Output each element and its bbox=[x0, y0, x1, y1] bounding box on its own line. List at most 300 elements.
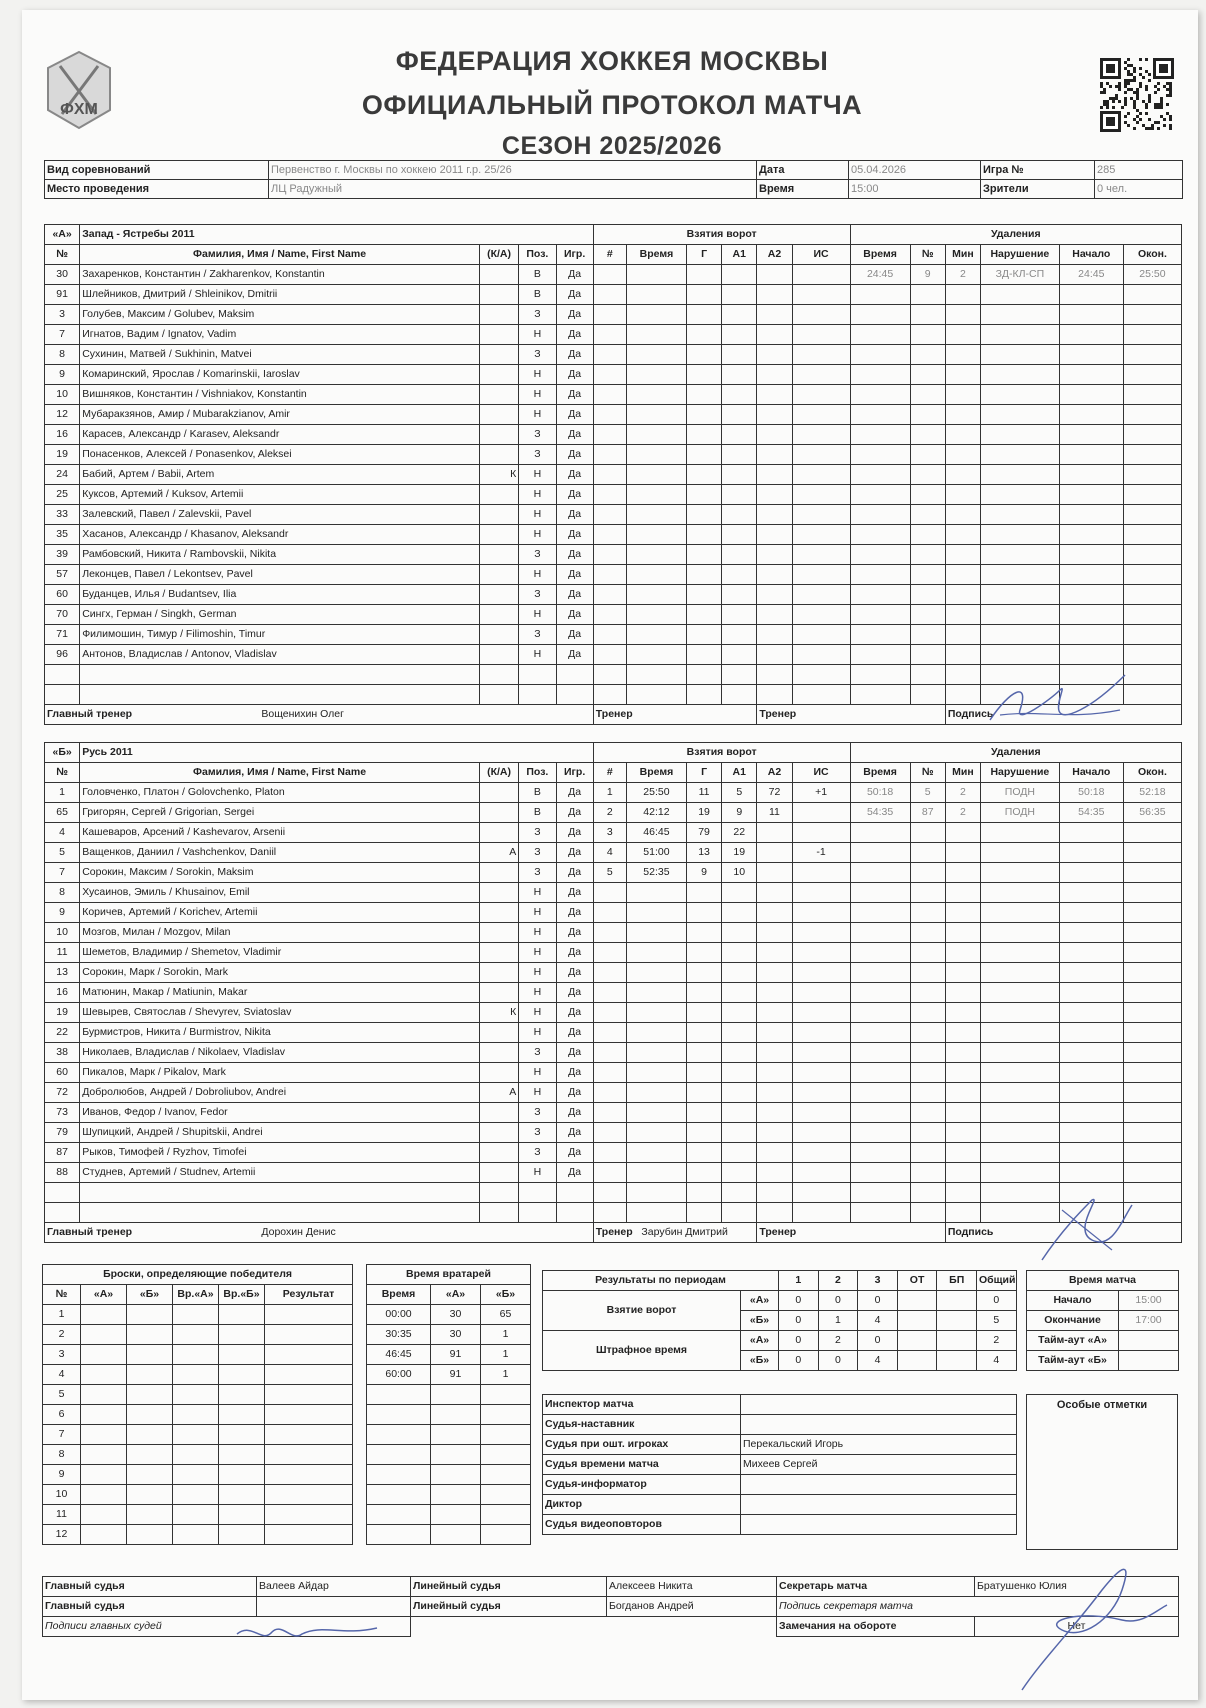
col-header-p_start: Начало bbox=[1059, 245, 1123, 265]
player-number bbox=[45, 665, 80, 685]
player-name: Понасенков, Алексей / Ponasenkov, Aleksei bbox=[80, 445, 480, 465]
periods-title: Результаты по периодам bbox=[543, 1271, 779, 1291]
player-role bbox=[479, 385, 518, 405]
period-value bbox=[937, 1331, 977, 1351]
player-row bbox=[45, 565, 1182, 585]
player-row bbox=[45, 1183, 1182, 1203]
goal-cell-g: 9 bbox=[686, 863, 721, 883]
goal-cell-a1: 9 bbox=[722, 803, 757, 823]
venue-label: Место проведения bbox=[45, 180, 269, 199]
col-header-g_time: Время bbox=[626, 245, 686, 265]
player-role bbox=[479, 305, 518, 325]
official-role: Инспектор матча bbox=[543, 1395, 741, 1415]
official-name: Перекальский Игорь bbox=[741, 1435, 1017, 1455]
col-header-p_viol: Нарушение bbox=[981, 245, 1060, 265]
signature-label: Подпись bbox=[945, 1223, 1181, 1243]
period-value bbox=[937, 1351, 977, 1371]
player-number bbox=[45, 685, 80, 705]
player-role bbox=[479, 903, 518, 923]
player-row bbox=[45, 783, 1182, 803]
shootout-row-number: 8 bbox=[43, 1445, 81, 1465]
shootout-row-number: 5 bbox=[43, 1385, 81, 1405]
shootout-row bbox=[43, 1345, 353, 1365]
player-position: Н bbox=[519, 1003, 556, 1023]
penalty-cell-start: 50:18 bbox=[1059, 783, 1123, 803]
period-value: 2 bbox=[818, 1331, 858, 1351]
player-name: Ващенков, Даниил / Vashchenkov, Daniil bbox=[80, 843, 480, 863]
penalty-cell-viol: ПОДН bbox=[981, 783, 1060, 803]
game-number-value: 285 bbox=[1095, 161, 1183, 180]
player-role bbox=[479, 545, 518, 565]
player-role bbox=[479, 265, 518, 285]
player-played: Да bbox=[556, 803, 593, 823]
player-played: Да bbox=[556, 863, 593, 883]
player-row bbox=[45, 1203, 1182, 1223]
player-position bbox=[519, 685, 556, 705]
penalty-cell-end: 56:35 bbox=[1123, 803, 1181, 823]
player-role bbox=[479, 943, 518, 963]
player-role bbox=[479, 983, 518, 1003]
period-team: «Б» bbox=[741, 1351, 779, 1371]
player-name: Мозгов, Милан / Mozgov, Milan bbox=[80, 923, 480, 943]
player-played: Да bbox=[556, 645, 593, 665]
player-number: 57 bbox=[45, 565, 80, 585]
penalty-cell-end: 52:18 bbox=[1123, 783, 1181, 803]
player-position: З bbox=[519, 545, 556, 565]
player-played: Да bbox=[556, 943, 593, 963]
player-name: Рыков, Тимофей / Ryzhov, Timofei bbox=[80, 1143, 480, 1163]
col-header-g_is: ИС bbox=[792, 245, 850, 265]
goalie-time: 00:00 bbox=[367, 1305, 431, 1325]
coach-2: Тренер bbox=[757, 1223, 945, 1243]
penalties-section-title: Удаления bbox=[850, 743, 1181, 763]
goalie-time: 46:45 bbox=[367, 1345, 431, 1365]
shootout-row-number: 7 bbox=[43, 1425, 81, 1445]
player-played: Да bbox=[556, 385, 593, 405]
shootout-row-number: 3 bbox=[43, 1345, 81, 1365]
team-tag: «Б» bbox=[45, 743, 80, 763]
player-name: Кашеваров, Арсений / Kashevarov, Arsenii bbox=[80, 823, 480, 843]
goal-cell-a2 bbox=[757, 823, 792, 843]
col-header-pos: Поз. bbox=[519, 763, 556, 783]
player-position: Н bbox=[519, 605, 556, 625]
player-position: Н bbox=[519, 385, 556, 405]
player-row bbox=[45, 265, 1182, 285]
shootout-col-header: № bbox=[43, 1285, 81, 1305]
player-role bbox=[479, 1123, 518, 1143]
period-value bbox=[897, 1311, 937, 1331]
player-row bbox=[45, 685, 1182, 705]
player-number: 30 bbox=[45, 265, 80, 285]
goal-cell-g: 19 bbox=[686, 803, 721, 823]
goal-cell-is bbox=[792, 863, 850, 883]
player-role bbox=[479, 883, 518, 903]
player-role bbox=[479, 285, 518, 305]
period-team: «Б» bbox=[741, 1311, 779, 1331]
player-row bbox=[45, 883, 1182, 903]
player-played: Да bbox=[556, 525, 593, 545]
official-row bbox=[543, 1435, 1017, 1455]
official-name: Михеев Сергей bbox=[741, 1455, 1017, 1475]
player-role bbox=[479, 585, 518, 605]
period-col-header: ОТ bbox=[897, 1271, 937, 1291]
player-position bbox=[519, 1203, 556, 1223]
player-name: Голубев, Максим / Golubev, Maksim bbox=[80, 305, 480, 325]
goal-cell-is bbox=[792, 823, 850, 843]
special-notes-box bbox=[1026, 1394, 1178, 1550]
goal-cell-time: 51:00 bbox=[626, 843, 686, 863]
shootout-col-header: Вр.«А» bbox=[173, 1285, 219, 1305]
player-row bbox=[45, 665, 1182, 685]
player-role bbox=[479, 645, 518, 665]
col-header-ka: (К/А) bbox=[479, 245, 518, 265]
player-played: Да bbox=[556, 783, 593, 803]
player-name: Куксов, Артемий / Kuksov, Artemii bbox=[80, 485, 480, 505]
player-number: 3 bbox=[45, 305, 80, 325]
penalty-cell-min: 2 bbox=[945, 265, 980, 285]
player-row bbox=[45, 1123, 1182, 1143]
player-number: 8 bbox=[45, 883, 80, 903]
goal-cell-a1: 22 bbox=[722, 823, 757, 843]
player-name bbox=[80, 1183, 480, 1203]
col-header-p_time: Время bbox=[850, 763, 910, 783]
period-value bbox=[897, 1351, 937, 1371]
player-position: Н bbox=[519, 505, 556, 525]
goalie-b: 1 bbox=[481, 1365, 531, 1385]
player-position: Н bbox=[519, 923, 556, 943]
col-header-p_start: Начало bbox=[1059, 763, 1123, 783]
penalty-cell-num: 5 bbox=[910, 783, 945, 803]
match-start-value: 15:00 bbox=[1119, 1291, 1179, 1311]
player-name: Шевырев, Святослав / Shevyrev, Sviatoslav bbox=[80, 1003, 480, 1023]
date-label: Дата bbox=[757, 161, 849, 180]
shootout-row bbox=[43, 1305, 353, 1325]
player-number: 60 bbox=[45, 585, 80, 605]
player-position: Н bbox=[519, 943, 556, 963]
player-played: Да bbox=[556, 1163, 593, 1183]
official-name bbox=[741, 1495, 1017, 1515]
player-position bbox=[519, 1183, 556, 1203]
penalty-cell-start: 54:35 bbox=[1059, 803, 1123, 823]
player-played: Да bbox=[556, 425, 593, 445]
col-header-pos: Поз. bbox=[519, 245, 556, 265]
official-name bbox=[741, 1415, 1017, 1435]
player-role bbox=[479, 1063, 518, 1083]
col-header-ka: (К/А) bbox=[479, 763, 518, 783]
match-time-table bbox=[1026, 1270, 1179, 1371]
player-number: 72 bbox=[45, 1083, 80, 1103]
head-coach-label: Главный тренер bbox=[45, 705, 480, 725]
col-header-g_g: Г bbox=[686, 763, 721, 783]
player-row bbox=[45, 385, 1182, 405]
player-name: Шеметов, Владимир / Shemetov, Vladimir bbox=[80, 943, 480, 963]
shootout-col-header: Вр.«Б» bbox=[219, 1285, 265, 1305]
player-played: Да bbox=[556, 1143, 593, 1163]
shootout-col-header: Результат bbox=[265, 1285, 353, 1305]
team-name: Русь 2011 bbox=[80, 743, 594, 763]
col-header-g_hash: # bbox=[593, 245, 626, 265]
goalie-row bbox=[367, 1325, 531, 1345]
goal-cell-time: 52:35 bbox=[626, 863, 686, 883]
player-row bbox=[45, 445, 1182, 465]
signature-label: Подпись bbox=[945, 705, 1181, 725]
goalie-a: 91 bbox=[431, 1365, 481, 1385]
goals-section-title: Взятия ворот bbox=[593, 225, 850, 245]
player-position: Н bbox=[519, 1023, 556, 1043]
shootout-row bbox=[43, 1525, 353, 1545]
goals-section-title: Взятия ворот bbox=[593, 743, 850, 763]
player-position: Н bbox=[519, 883, 556, 903]
goal-cell-time: 46:45 bbox=[626, 823, 686, 843]
team-a-table bbox=[44, 224, 1182, 725]
qr-code bbox=[1098, 56, 1176, 134]
player-played: Да bbox=[556, 485, 593, 505]
goal-cell-is bbox=[792, 803, 850, 823]
player-number: 5 bbox=[45, 843, 80, 863]
player-played: Да bbox=[556, 983, 593, 1003]
penalty-cell-time: 24:45 bbox=[850, 265, 910, 285]
player-role bbox=[479, 685, 518, 705]
player-role bbox=[479, 485, 518, 505]
player-position: З bbox=[519, 1103, 556, 1123]
player-number: 9 bbox=[45, 903, 80, 923]
player-position: З bbox=[519, 823, 556, 843]
player-name: Филимошин, Тимур / Filimoshin, Timur bbox=[80, 625, 480, 645]
player-row bbox=[45, 325, 1182, 345]
col-header-num: № bbox=[45, 763, 80, 783]
player-number: 24 bbox=[45, 465, 80, 485]
timeout-b-value bbox=[1119, 1351, 1179, 1371]
match-start-label: Начало bbox=[1027, 1291, 1119, 1311]
player-name bbox=[80, 685, 480, 705]
player-position: З bbox=[519, 625, 556, 645]
player-number: 70 bbox=[45, 605, 80, 625]
period-value: 4 bbox=[858, 1351, 898, 1371]
linesman-1-value: Алексеев Никита bbox=[607, 1577, 777, 1597]
player-number: 79 bbox=[45, 1123, 80, 1143]
goal-cell-a2: 11 bbox=[757, 803, 792, 823]
player-played: Да bbox=[556, 903, 593, 923]
player-played: Да bbox=[556, 345, 593, 365]
goal-cell-n: 2 bbox=[593, 803, 626, 823]
goal-cell-n: 1 bbox=[593, 783, 626, 803]
player-played bbox=[556, 1183, 593, 1203]
player-number: 19 bbox=[45, 445, 80, 465]
player-row bbox=[45, 1043, 1182, 1063]
col-header-p_num: № bbox=[910, 245, 945, 265]
official-row bbox=[543, 1495, 1017, 1515]
player-role bbox=[479, 525, 518, 545]
player-played: Да bbox=[556, 405, 593, 425]
player-position: Н bbox=[519, 903, 556, 923]
period-team: «А» bbox=[741, 1291, 779, 1311]
time-label: Время bbox=[757, 180, 849, 199]
player-played: Да bbox=[556, 1043, 593, 1063]
pim-row-label: Штрафное время bbox=[543, 1331, 741, 1371]
col-header-p_num: № bbox=[910, 763, 945, 783]
shootout-row bbox=[43, 1365, 353, 1385]
player-number bbox=[45, 1203, 80, 1223]
secretary-label: Секретарь матча bbox=[777, 1577, 975, 1597]
period-value: 0 bbox=[779, 1351, 819, 1371]
player-played: Да bbox=[556, 1023, 593, 1043]
team-name: Запад - Ястребы 2011 bbox=[80, 225, 594, 245]
col-header-played: Игр. bbox=[556, 763, 593, 783]
player-name: Комаринский, Ярослав / Komarinskii, Iaroslav bbox=[80, 365, 480, 385]
shootout-col-header: «Б» bbox=[127, 1285, 173, 1305]
official-name bbox=[741, 1475, 1017, 1495]
col-header-played: Игр. bbox=[556, 245, 593, 265]
period-value: 0 bbox=[779, 1291, 819, 1311]
player-row bbox=[45, 425, 1182, 445]
player-number: 65 bbox=[45, 803, 80, 823]
period-value: 5 bbox=[976, 1311, 1016, 1331]
player-number: 39 bbox=[45, 545, 80, 565]
player-row bbox=[45, 923, 1182, 943]
player-row bbox=[45, 645, 1182, 665]
penalty-cell-time: 50:18 bbox=[850, 783, 910, 803]
player-position: Н bbox=[519, 983, 556, 1003]
competition-value: Первенство г. Москвы по хоккею 2011 г.р. 25/26 bbox=[269, 161, 757, 180]
fhm-logo bbox=[40, 48, 118, 132]
shootout-row-number: 9 bbox=[43, 1465, 81, 1485]
player-played: Да bbox=[556, 545, 593, 565]
col-header-p_min: Мин bbox=[945, 763, 980, 783]
shootout-row bbox=[43, 1425, 353, 1445]
player-name: Хасанов, Александр / Khasanov, Aleksandr bbox=[80, 525, 480, 545]
goal-cell-a1: 10 bbox=[722, 863, 757, 883]
federation-title: ФЕДЕРАЦИЯ ХОККЕЯ МОСКВЫ bbox=[395, 46, 829, 76]
goal-cell-a1: 5 bbox=[722, 783, 757, 803]
player-number: 22 bbox=[45, 1023, 80, 1043]
competition-label: Вид соревнований bbox=[45, 161, 269, 180]
player-played: Да bbox=[556, 883, 593, 903]
secretary-sign-label: Подпись секретаря матча bbox=[777, 1597, 1179, 1617]
player-role: А bbox=[479, 1083, 518, 1103]
goalie-time: 30:35 bbox=[367, 1325, 431, 1345]
period-value bbox=[897, 1291, 937, 1311]
penalty-cell-num: 9 bbox=[910, 265, 945, 285]
col-header-g_a2: А2 bbox=[757, 763, 792, 783]
goal-cell-g: 79 bbox=[686, 823, 721, 843]
player-number: 60 bbox=[45, 1063, 80, 1083]
player-row bbox=[45, 605, 1182, 625]
player-position: Н bbox=[519, 1063, 556, 1083]
player-name: Коричев, Артемий / Korichev, Artemii bbox=[80, 903, 480, 923]
penalty-cell-min: 2 bbox=[945, 803, 980, 823]
official-row bbox=[543, 1455, 1017, 1475]
player-position: З bbox=[519, 425, 556, 445]
time-value: 15:00 bbox=[849, 180, 981, 199]
player-row bbox=[45, 823, 1182, 843]
period-value: 0 bbox=[976, 1291, 1016, 1311]
referees-sign-label: Подписи главных судей bbox=[43, 1617, 411, 1637]
period-team: «А» bbox=[741, 1331, 779, 1351]
goal-cell-g: 13 bbox=[686, 843, 721, 863]
player-played: Да bbox=[556, 1003, 593, 1023]
player-name: Головченко, Платон / Golovchenko, Platon bbox=[80, 783, 480, 803]
player-name bbox=[80, 1203, 480, 1223]
linesman-2-label: Линейный судья bbox=[411, 1597, 607, 1617]
player-row bbox=[45, 983, 1182, 1003]
period-value bbox=[937, 1291, 977, 1311]
player-number: 33 bbox=[45, 505, 80, 525]
player-number: 35 bbox=[45, 525, 80, 545]
player-played: Да bbox=[556, 1063, 593, 1083]
player-number: 8 bbox=[45, 345, 80, 365]
match-time-title: Время матча bbox=[1027, 1271, 1179, 1291]
player-role bbox=[479, 365, 518, 385]
period-value: 1 bbox=[818, 1311, 858, 1331]
player-number: 71 bbox=[45, 625, 80, 645]
official-row bbox=[543, 1475, 1017, 1495]
player-row bbox=[45, 305, 1182, 325]
player-row bbox=[45, 843, 1182, 863]
player-name: Залевский, Павел / Zalevskii, Pavel bbox=[80, 505, 480, 525]
player-played: Да bbox=[556, 445, 593, 465]
date-value: 05.04.2026 bbox=[849, 161, 981, 180]
timeout-b-label: Тайм-аут «Б» bbox=[1027, 1351, 1119, 1371]
player-role bbox=[479, 1143, 518, 1163]
player-position: В bbox=[519, 285, 556, 305]
player-name: Леконцев, Павел / Lekontsev, Pavel bbox=[80, 565, 480, 585]
referees-table bbox=[42, 1576, 1179, 1637]
penalty-cell-time: 54:35 bbox=[850, 803, 910, 823]
player-row bbox=[45, 365, 1182, 385]
shootout-row-number: 4 bbox=[43, 1365, 81, 1385]
player-position: Н bbox=[519, 325, 556, 345]
penalty-cell-viol: ПОДН bbox=[981, 803, 1060, 823]
player-row bbox=[45, 585, 1182, 605]
goal-cell-a1: 19 bbox=[722, 843, 757, 863]
shootout-col-header: «А» bbox=[81, 1285, 127, 1305]
player-position: З bbox=[519, 863, 556, 883]
player-role: К bbox=[479, 1003, 518, 1023]
player-position: Н bbox=[519, 1083, 556, 1103]
goalie-row bbox=[367, 1305, 531, 1325]
svg-text:ФХМ: ФХМ bbox=[60, 101, 98, 118]
coach-2: Тренер bbox=[757, 705, 945, 725]
officials-table bbox=[542, 1394, 1017, 1535]
player-played: Да bbox=[556, 1083, 593, 1103]
col-header-num: № bbox=[45, 245, 80, 265]
player-row bbox=[45, 345, 1182, 365]
player-played: Да bbox=[556, 923, 593, 943]
player-number: 87 bbox=[45, 1143, 80, 1163]
player-played: Да bbox=[556, 1103, 593, 1123]
period-value: 0 bbox=[779, 1331, 819, 1351]
player-position: З bbox=[519, 585, 556, 605]
special-notes-title: Особые отметки bbox=[1056, 1399, 1148, 1411]
period-results-table bbox=[542, 1270, 1017, 1371]
official-name bbox=[741, 1395, 1017, 1415]
col-header-g_a1: А1 bbox=[722, 245, 757, 265]
player-number: 13 bbox=[45, 963, 80, 983]
player-row bbox=[45, 1083, 1182, 1103]
player-name: Пикалов, Марк / Pikalov, Mark bbox=[80, 1063, 480, 1083]
goalie-a: 91 bbox=[431, 1345, 481, 1365]
goal-cell-n: 3 bbox=[593, 823, 626, 843]
period-value: 0 bbox=[858, 1291, 898, 1311]
official-role: Судья времени матча bbox=[543, 1455, 741, 1475]
player-played: Да bbox=[556, 265, 593, 285]
period-value: 0 bbox=[779, 1311, 819, 1331]
player-role bbox=[479, 1183, 518, 1203]
player-played: Да bbox=[556, 365, 593, 385]
goal-cell-time: 42:12 bbox=[626, 803, 686, 823]
player-played bbox=[556, 665, 593, 685]
player-role bbox=[479, 445, 518, 465]
